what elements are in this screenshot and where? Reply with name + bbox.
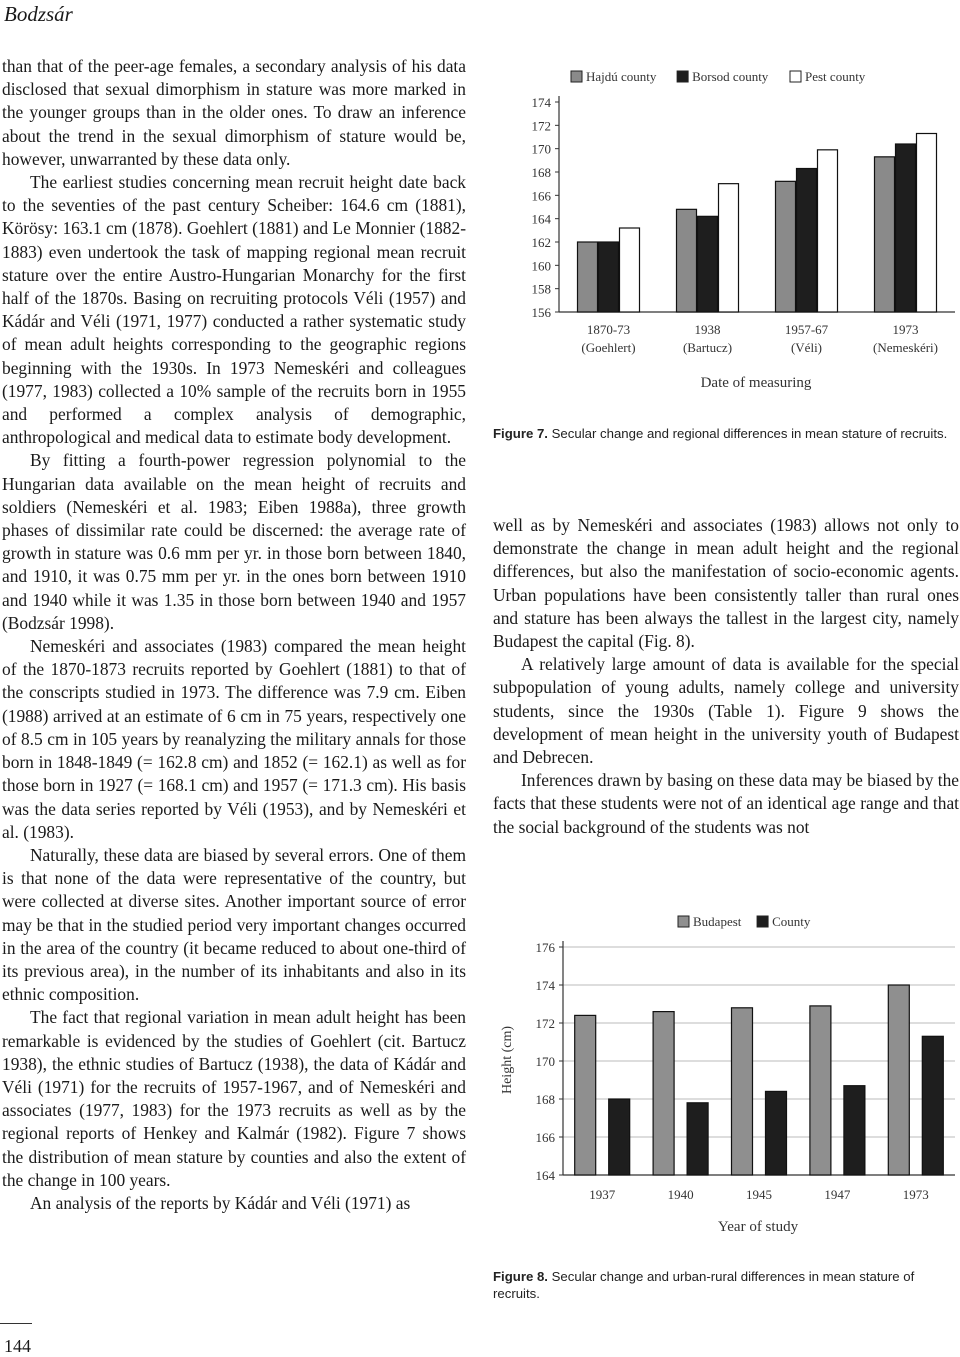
x-tick-label: 1973 [892,322,919,337]
figure-8-x-labels [589,1187,929,1202]
legend-label: Hajdú county [586,69,657,84]
bar-budapest-1945 [732,1008,753,1175]
footer-rule [0,1323,32,1324]
x-tick-label: 1947 [824,1187,851,1202]
bar-pest-county-1938 [719,184,739,312]
legend-swatch-1 [677,71,688,82]
bar-hajd-county-1870-73 [578,242,598,312]
page-number: 144 [4,1336,31,1356]
y-tick-label: 160 [531,258,551,274]
bar-borsod-county-1870-73 [599,242,619,312]
paragraph: Naturally, these data are biased by several errors. One of them is that none of the data were representative of the country, but were collected at diverse sites. Another important source of error may be that in the studied period very important changes occurred in the area of the country (it became reduced to about one-third of its previous area), in the number of its inhabitants and also in its ethnic composition. [2,844,466,1005]
figure-7-x-labels [581,322,938,355]
right-column-text [493,514,959,839]
y-tick-label: 166 [531,188,551,204]
figure-8-chart [493,905,959,1245]
y-tick-label: 168 [531,165,551,180]
legend-label: County [772,914,811,929]
x-tick-label: 1945 [746,1187,772,1202]
paragraph: than that of the peer-age females, a secondary analysis of his data disclosed that sexual dimorphism in stature was more marked in the younger groups than in the older ones. To draw an inference about the trend in the sexual dimorphism of stature would be, however, unwarranted by these data only. [2,56,466,169]
bar-county-1947 [844,1086,865,1175]
legend-swatch-1 [757,916,768,927]
figure-7-bars [578,134,937,313]
paragraph: well as by Nemeskéri and associates (1983) allows not only to demonstrate the change in mean adult height and the regional differences, but also the manifestation of socio-economic agents. Urban populations have been consistently taller than rural ones and stature has been always the tallest in the largest city, namely Budapest the capital (Fig. 8). [493,515,959,652]
figure-7-label: Figure 7. [493,426,548,441]
bar-budapest-1947 [810,1006,831,1175]
y-tick-label: 176 [535,940,555,955]
legend-label: Pest county [805,69,866,84]
legend-swatch-2 [790,71,801,82]
bar-pest-county-1973 [917,134,937,313]
y-tick-label: 166 [535,1130,555,1145]
bar-pest-county-1870-73 [620,228,640,312]
y-tick-label: 174 [535,978,555,993]
figure-7-caption [493,425,959,442]
figure-7-x-axis-label: Date of measuring [700,375,812,391]
y-tick-label: 170 [535,1054,555,1069]
bar-county-1940 [687,1103,708,1175]
y-tick-label: 158 [531,281,551,297]
bar-borsod-county-1957-67 [797,169,817,313]
legend-swatch-0 [571,71,582,82]
bar-borsod-county-1938 [698,216,718,312]
x-tick-sublabel: (Bartucz) [682,340,733,355]
paragraph: A relatively large amount of data is available for the special subpopulation of young adults, namely college and university students, since the 1930s (Table 1). Figure 9 shows the development of mean height in the university youth of Budapest and Debrecen. [493,654,959,768]
figure-8-bars [575,985,944,1175]
x-tick-label: 1937 [589,1187,616,1202]
y-tick-label: 164 [535,1168,555,1183]
running-head: Bodzsár [4,2,73,26]
paragraph: The fact that regional variation in mean adult height has been remarkable is evidenced by the studies of Goehlert (cit. Bartucz 1938), the ethnic studies of Bartucz (1938), the data of Kádár and Véli (1971) for the recruits of 1957-1967, and of Nemeskéri and associates (1977, 1983) for the 1973 recruits as well as by the regional reports of Henkey and Kalmár (1982). Figure 7 shows the distribution of mean stature by counties and also the extent of the change in 100 years. [2,1007,466,1190]
x-tick-label: 1938 [694,322,721,337]
figure-7-chart [493,60,959,422]
bar-hajd-county-1973 [875,157,895,312]
figure-8-x-axis-label: Year of study [717,1219,799,1235]
bar-county-1945 [766,1091,787,1175]
figure-7-legend [571,69,866,84]
figure-8-label: Figure 8. [493,1269,548,1284]
y-tick-label: 174 [531,95,551,110]
x-tick-sublabel: (Goehlert) [581,340,636,355]
bar-budapest-1937 [575,1015,596,1175]
bar-borsod-county-1973 [896,144,916,312]
paragraph: The earliest studies concerning mean recruit height date back to the seventies of the past century Scheiber: 164.6 cm (1881), Körösy: 163.1 cm (1878). Goehlert (1881) and Le Monnier (1882-1883) even undertook the task of mapping regional mean recruit stature over the entire Austro-Hungarian Monarchy for the first half of the 1870s. Basing on recruiting protocols Véli (1957) and Kádár and Véli (1971, 1977) conducted a rather systematic study of mean adult heights corresponding to the geographic regions beginning with the 1930s. In 1973 Nemeskéri and colleagues (1977, 1983) collected a 10% sample of the recruits born in 1955 and performed a complex analysis of demographic, anthropological and medical data to estimate body development. [2,172,466,448]
figure-7-caption-text: Secular change and regional differences in mean stature of recruits. [547,426,948,441]
paragraph: Nemeskéri and associates (1983) compared the mean height of the 1870-1873 recruits reported by Goehlert (1881) to that of the conscripts studied in 1973. The difference was 7.9 cm. Eiben (1988) arrived at an estimate of 6 cm in 75 years, respectively one of 8.5 cm in 105 years by reanalyzing the military annals for those born in 1848-1849 (= 162.8 cm) and 1852 (= 162.1) as well as for those born in 1927 (= 168.1 cm) and 1957 (= 171.3 cm). His basis was the data series reported by Véli (1953), and by Nemeskéri et al. (1983). [2,636,466,842]
y-tick-label: 170 [531,141,551,157]
figure-8-legend [678,914,811,929]
bar-budapest-1940 [653,1012,674,1175]
bar-pest-county-1957-67 [818,150,838,312]
x-tick-label: 1957-67 [784,322,829,337]
left-column-text [2,55,466,1215]
y-tick-label: 168 [535,1092,555,1107]
figure-8-y-axis-label: Height (cm) [500,1025,515,1095]
y-tick-label: 164 [531,211,551,227]
y-tick-label: 162 [531,235,551,250]
x-tick-label: 1940 [667,1187,694,1202]
x-tick-sublabel: (Nemeskéri) [873,340,938,355]
figure-8-caption-text: Secular change and urban-rural differences in mean stature of recruits. [493,1269,915,1301]
x-tick-sublabel: (Véli) [790,340,823,355]
y-tick-label: 156 [531,305,551,320]
y-tick-label: 172 [531,118,551,134]
paragraph: An analysis of the reports by Kádár and Véli (1971) as [30,1192,411,1213]
bar-hajd-county-1957-67 [776,181,796,312]
legend-label: Borsod county [692,69,769,84]
bar-hajd-county-1938 [677,209,697,312]
legend-swatch-0 [678,916,689,927]
figure-8-caption [493,1268,959,1302]
bar-budapest-1973 [888,985,909,1175]
paragraph: Inferences drawn by basing on these data may be biased by the facts that these students were not of an identical age range and that the social background of the students was not [493,770,959,837]
legend-label: Budapest [693,914,742,929]
bar-county-1937 [609,1099,630,1175]
x-tick-label: 1870-73 [586,322,631,337]
x-tick-label: 1973 [902,1187,929,1202]
paragraph: By fitting a fourth-power regression polynomial to the Hungarian data available on the mean height of recruits and soldiers (Nemeskéri et al. 1983; Eiben 1988a), three growth phases of dissimilar rate could be discerned: the average rate of growth in stature was 0.6 mm per yr. in those born between 1840, and 1910, it was 0.75 mm per yr. in the ones born between 1910 and 1940 while it was 1.35 in those born between 1940 and 1957 (Bodzsár 1998). [2,450,466,633]
bar-county-1973 [922,1036,943,1175]
y-tick-label: 172 [535,1016,555,1031]
